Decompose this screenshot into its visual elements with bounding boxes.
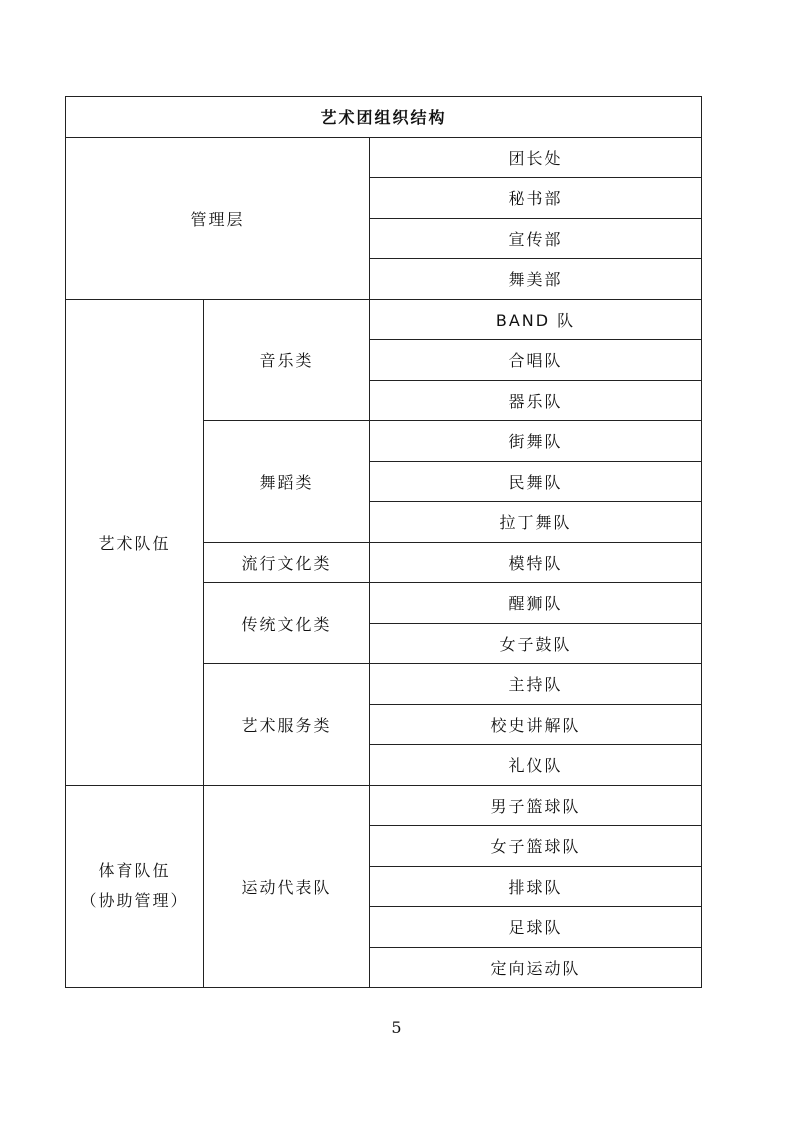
category-music: 音乐类: [204, 299, 370, 421]
unit-cell: 秘书部: [370, 178, 702, 219]
sports-label-line2: （协助管理）: [80, 891, 189, 911]
category-dance: 舞蹈类: [204, 421, 370, 543]
unit-cell: 器乐队: [370, 380, 702, 421]
sports-label-line1: 体育队伍: [98, 861, 171, 881]
org-structure-table: [65, 96, 702, 988]
page-number: 5: [391, 1018, 402, 1037]
unit-cell: 礼仪队: [370, 745, 702, 786]
unit-cell: 醒狮队: [370, 583, 702, 624]
unit-cell: 女子鼓队: [370, 623, 702, 664]
unit-cell: 模特队: [370, 542, 702, 583]
art-teams-label: 艺术队伍: [66, 299, 204, 785]
unit-cell: 男子篮球队: [370, 785, 702, 826]
category-sports-representative: 运动代表队: [204, 785, 370, 988]
unit-cell: 宣传部: [370, 218, 702, 259]
unit-cell: 团长处: [370, 137, 702, 178]
unit-cell: 主持队: [370, 664, 702, 705]
unit-cell: 街舞队: [370, 421, 702, 462]
unit-cell: 排球队: [370, 866, 702, 907]
unit-cell: 校史讲解队: [370, 704, 702, 745]
management-label: 管理层: [66, 137, 370, 299]
unit-cell: 足球队: [370, 907, 702, 948]
category-traditional-culture: 传统文化类: [204, 583, 370, 664]
sports-teams-label: [66, 785, 204, 988]
category-art-service: 艺术服务类: [204, 664, 370, 786]
category-pop-culture: 流行文化类: [204, 542, 370, 583]
unit-cell: 定向运动队: [370, 947, 702, 988]
unit-cell: BAND 队: [370, 299, 702, 340]
unit-cell: 民舞队: [370, 461, 702, 502]
table-title: 艺术团组织结构: [66, 97, 702, 138]
unit-cell: 合唱队: [370, 340, 702, 381]
unit-cell: 拉丁舞队: [370, 502, 702, 543]
unit-cell: 女子篮球队: [370, 826, 702, 867]
unit-cell: 舞美部: [370, 259, 702, 300]
